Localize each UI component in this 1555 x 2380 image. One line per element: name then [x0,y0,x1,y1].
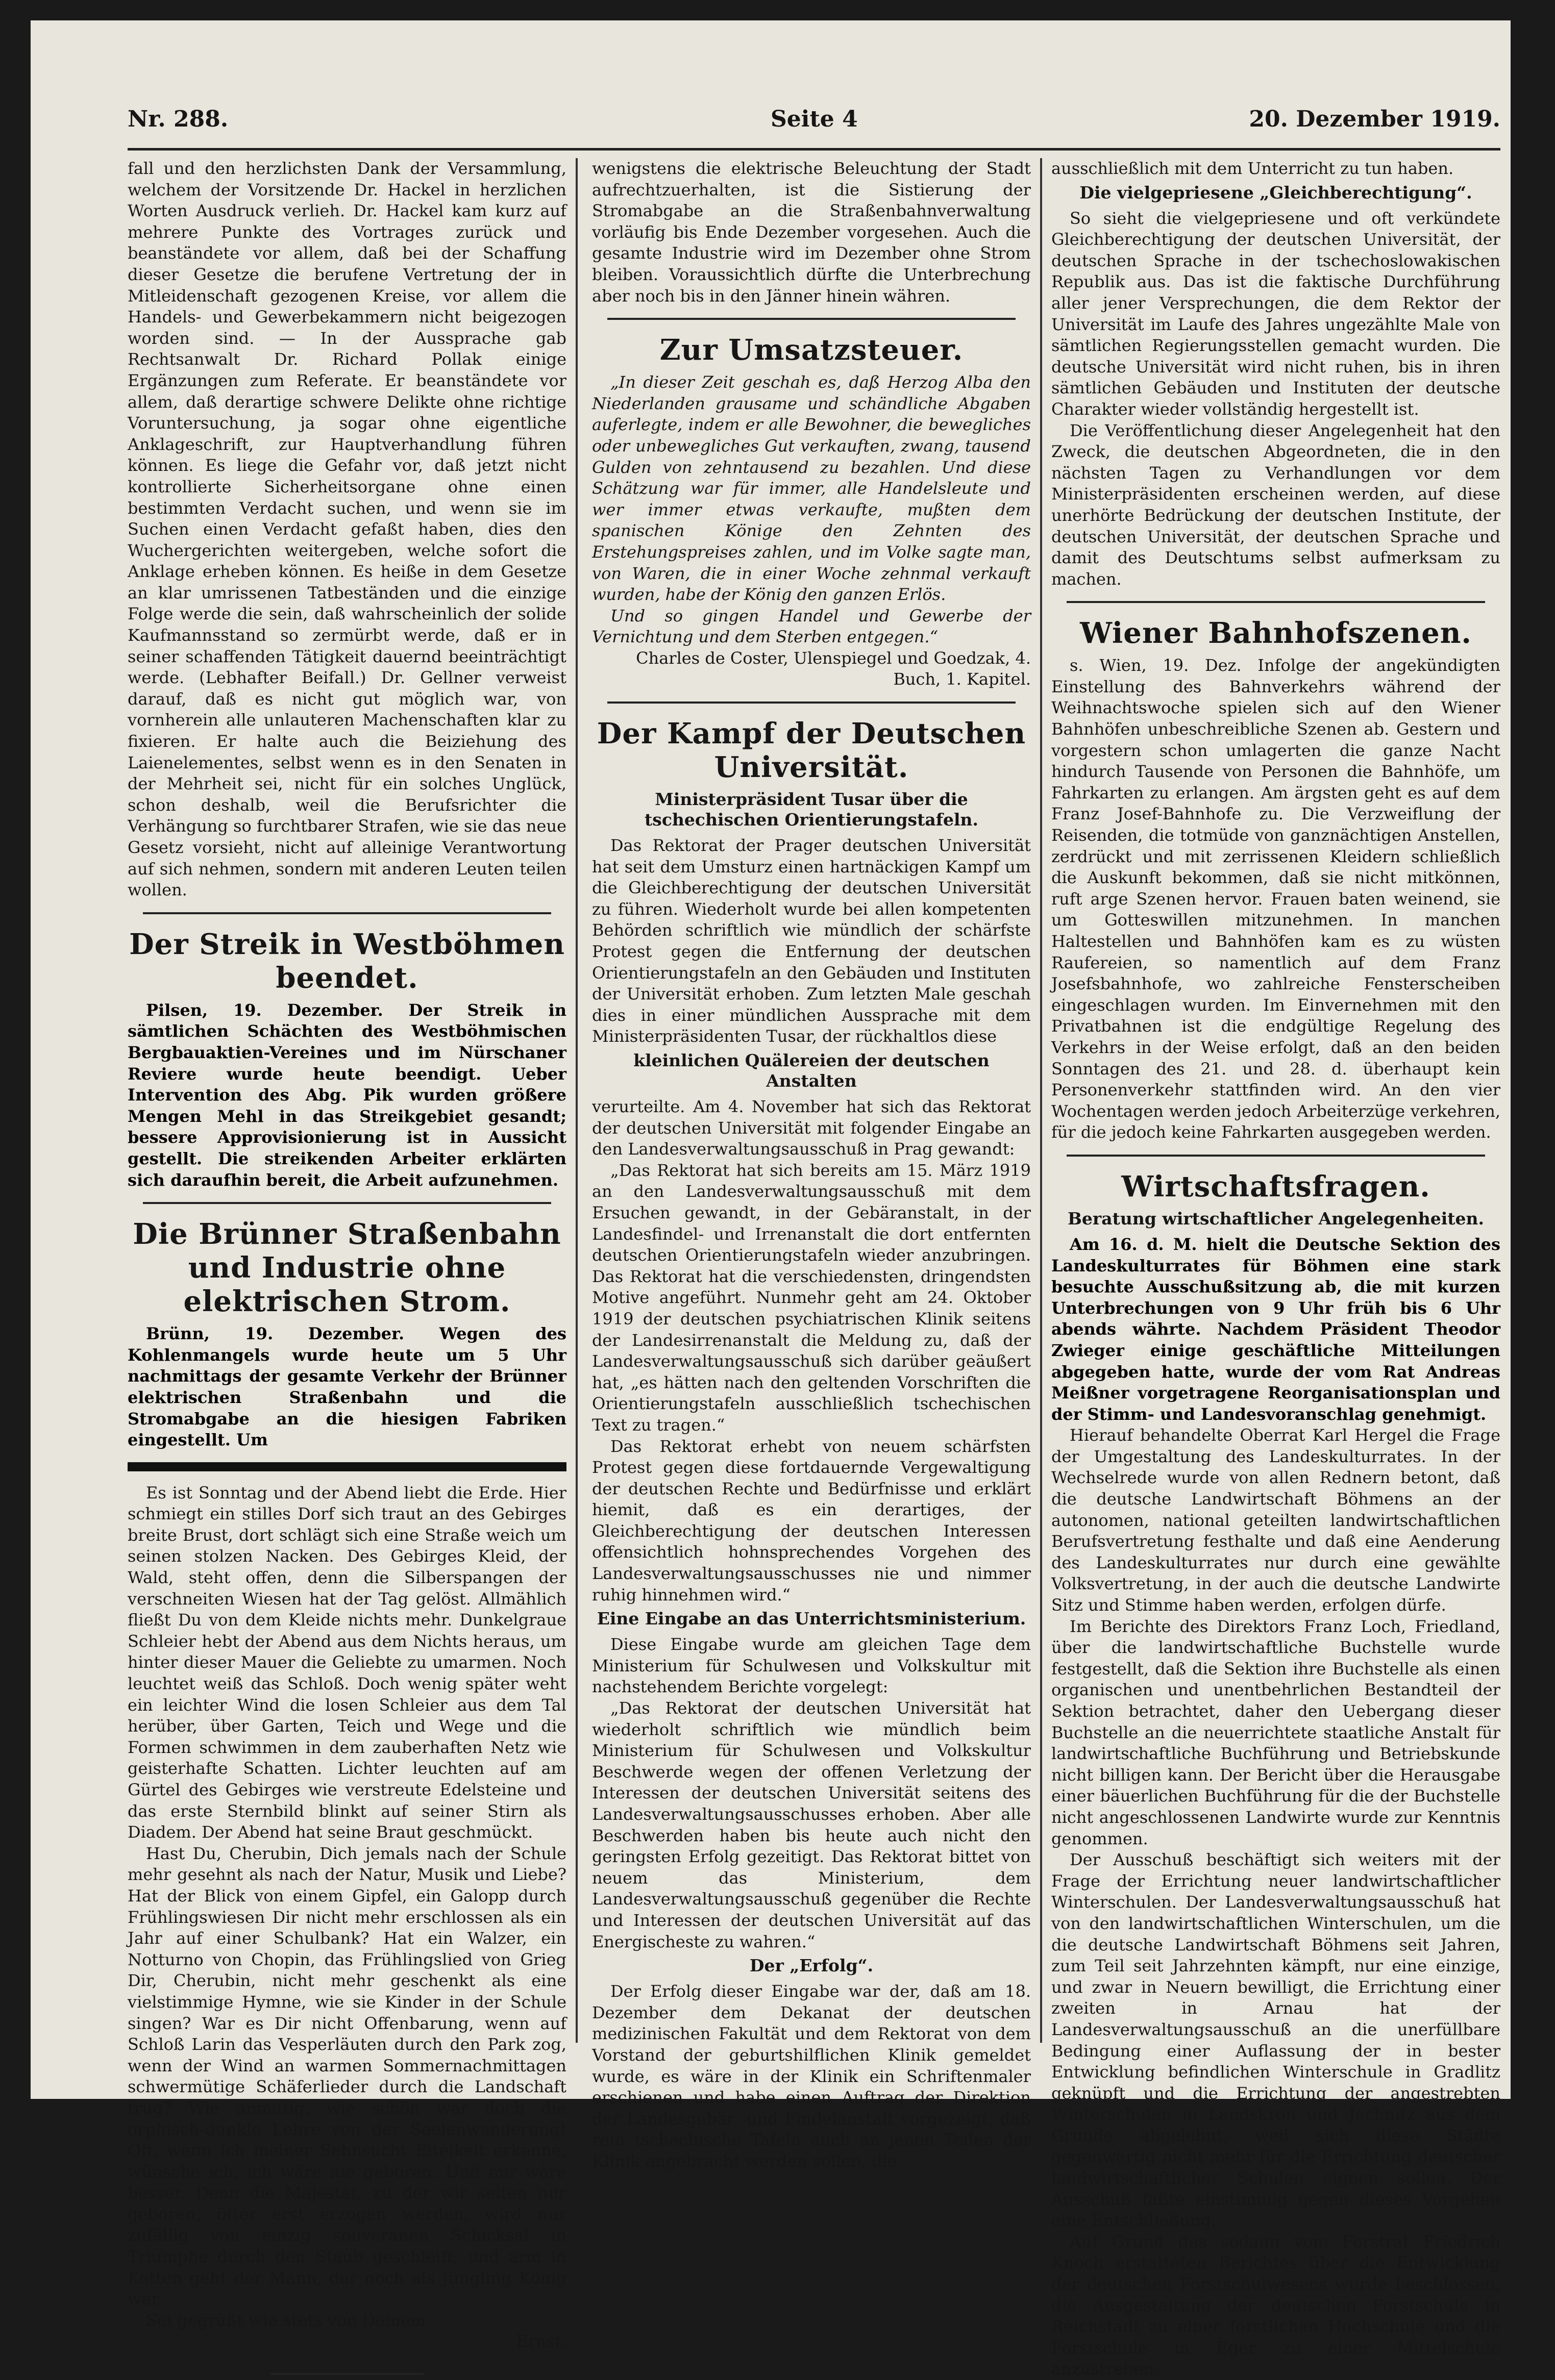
subheadline-university: Ministerpräsident Tusar über die tschechischen Orientierungstafeln. [645,789,978,830]
headline-economy: Wirtschaftsfragen. [1121,1169,1430,1204]
university-paragraph: Das Rektorat der Prager deutschen Universität hat seit dem Umsturz einen hartnäckigen Kampf um die Gleichberechtigung der deutschen Universität zu führen. Wiederholt wurde bei allen kompetenten Behörden schriftlich wie mündlich der schärfste Protest gegen die Entfernung der deutschen Orientierungstafeln an den Gebäuden und Instituten der Universität erhoben. Zum letzten Male geschah dies in einer mündlichen Aussprache mit dem Ministerpräsidenten Tusar, der rückhaltlos diese [592,836,1031,1046]
issue-date: 20. Dezember 1919. [1249,106,1500,132]
railway-article: s. Wien, 19. Dez. Infolge der angekündigten Einstellung des Bahnverkehrs während der Weihnachtswoche spielen sich auf den Wiener Bahnhöfen unbeschreibliche Szenen ab. Gestern und vorgestern schon umlagerten die ganze Nacht hindurch Tausende von Personen die Bahnhöfe, um Fahrkarten zu erlangen. Am ärgsten geht es auf dem Franz Josef-Bahnhofe zu. Die Verzweiflung der Reisenden, die totmüde von ganznächtigen Anstellen, zerdrückt und mit zerrissenen Kleidern schließlich die Auskunft bekommen, daß sie nicht mitkönnen, ruft arge Szenen hervor. Frauen baten weinend, sie um Gotteswillen mitzunehmen. In manchen Haltestellen und Bahnhöfen kam es zu wüsten Raufereien, so namentlich auf dem Franz Josefsbahnhofe, wo zahlreiche Fensterscheiben eingeschlagen wurden. Im Einvernehmen mit den Privatbahnen ist die endgültige Regelung des Verkehrs in der Weise erfolgt, daß an den beiden Sonntagen des 21. und 28. d. überhaupt kein Personenverkehr stattfinden wird. An den vier Wochentagen werden jedoch Arbeiterzüge verkehren, für die jedoch keine Fahrkarten ausgegeben werden. [1051,656,1500,1142]
university-paragraph: Diese Eingabe wurde am gleichen Tage dem Ministerium für Schulwesen und Volkskultur mit nachstehendem Berichte vorgelegt: [592,1635,1031,1697]
headline-tax: Zur Umsatzsteuer. [659,333,964,367]
divider [143,1202,551,1204]
subheadline: kleinlichen Quälereien der deutschen Anstalten [633,1050,990,1091]
university-paragraph: verurteilte. Am 4. November hat sich das Rektorat der deutschen Universität mit folgender Eingabe an den Landesverwaltungsausschuß in Prag gewandt: [592,1097,1031,1159]
article-continuation: fall und den herzlichsten Dank der Versammlung, welchem der Vorsitzende Dr. Hackel in herzlichen Worten Ausdruck verlieh. Dr. Hackel kam kurz auf mehrere Punkte des Vortrages zurück und beanständete vor allem, daß bei der Schaffung dieser Gesetze die berufene Vertretung der in Mitleidenschaft gezogenen Kreise, vor allem die Handels- und Gewerbekammern nicht beigezogen worden sind. — In der Aussprache gab Rechtsanwalt Dr. Richard Pollak einige Ergänzungen zum Referate. Er beanständete vor allem, daß derartige schwere Delikte ohne richtige Voruntersuchung, ja sogar ohne eigentliche Anklageschrift, zur Hauptverhandlung führen können. Es liege die Gefahr vor, daß jetzt nicht kontrollierte Sicherheitsorgane ohne einen bestimmten Verdacht suchen, und wenn sie im Suchen einen Verdacht gefaßt haben, dies den Wuchergerichten weitergeben, welche sofort die Anklage erheben können. Es heiße in dem Gesetze an klar umrissenen Tatbeständen und die einzige Folge werde die sein, daß wahrscheinlich der solide Kaufmannsstand so zermürbt werde, daß er in seiner schaffenden Tätigkeit dauernd beeinträchtigt werde. (Lebhafter Beifall.) Dr. Gellner verweist darauf, daß es nicht gut möglich war, von vornherein alle unlauteren Machenschaften klar zu fixieren. Er halte auch die Beiziehung des Laienelementes, selbst wenn es in den Senaten in der Mehrheit sei, nicht für ein solches Unglück, schon deshalb, weil die Berufsrichter die Verhängung so furchtbarer Strafen, wie sie das neue Gesetz vorsieht, nicht auf alleinige Verantwortung auf sich nehmen, sondern mit anderen Leuten teilen wollen. [128,159,566,900]
divider [1067,1155,1485,1157]
column-1 [128,158,566,2351]
subheadline: Der „Erfolg“. [749,1956,874,1976]
issue-number: Nr. 288. [128,106,229,132]
headline-strike: Der Streik in Westböhmen beendet. [129,927,565,995]
subheadline-economy: Beratung wirtschaftlicher Angelegenheiten. [1067,1208,1485,1229]
tax-quote: Und so gingen Handel und Gewerbe der Vernichtung und dem Sterben entgegen.“ [592,606,1031,647]
economy-paragraph: Auf Grund des sodann vom Forstrat Friedrich Knoch erstatteten Berichtes über die Entwicklung der deutschen Forstschulwesens wurde beschlossen, die Ausgestaltung der deutschen Forstschule in Reichstadt zu einer forstlichen Hochschule und die Forstschule in Eger zu einer Mittelschule anzustreben. [1051,2232,1500,2379]
university-quote: „Das Rektorat hat sich bereits am 15. März 1919 an den Landesverwaltungsausschuß mit dem Ersuchen gewandt, in der Gebäranstalt, in der Landesfindel- und Irrenanstalt die dort entfernten deutschen Orientierungstafeln wieder anzubringen. Das Rektorat hat die verschiedensten, dringendsten Motive angeführt. Nunmehr geht am 24. Oktober 1919 der deutschen psychiatrischen Klinik seitens der Landesirrenanstalt die Meldung zu, daß der Landesverwaltungsausschuß sich darüber geäußert hat, „es hätten nach den geltenden Vorschriften die Orientierungstafeln ausschließlich tschechischen Text zu tragen.“ [592,1160,1031,1435]
feuilleton-paragraph: Es ist Sonntag und der Abend liebt die Erde. Hier schmiegt ein stilles Dorf sich traut an des Gebirges breite Brust, dort schlägt sich eine Straße weich um seinen stolzen Nacken. Des Gebirges Kleid, der Wald, steht offen, denn die Silberspangen der verschneiten Wiesen hat der Tag gelöst. Allmählich fließt Du von dem Kleide nichts mehr. Dunkelgraue Schleier hebt der Abend aus dem Nichts heraus, um hinter dieser Mauer die Geliebte zu umarmen. Noch leuchtet weiß das Schloß. Doch wenig später weht ein leichter Wind die losen Schleier aus dem Tal herüber, über Garten, Teich und Wege und die Formen schwimmen in dem zauberhaften Netz wie geisterhafte Schatten. Lichter leuchten auf am Gürtel des Gebirges wie verstreute Edelsteine und das erste Sternbild blinkt auf seiner Stirn als Diadem. Der Abend hat seine Braut geschmückt. [128,1483,566,1842]
column-3 [1051,158,1500,2379]
column-rule [1040,158,1042,2043]
university-paragraph: So sieht die vielgepriesene und oft verkündete Gleichberechtigung der deutschen Universität, der deutschen Sprache in der tschechoslowakischen Republik aus. Das ist die faktische Durchführung aller jener Versprechungen, die dem Rektor der Universität im Laufe des Jahres ungezählte Male von sämtlichen Regierungsstellen gemacht wurden. Die deutsche Universität wird nicht ruhen, bis in ihren sämtlichen Gebäuden und Instituten der deutsche Charakter wieder vollständig hergestellt ist. [1051,208,1500,419]
article-continuation: ausschließlich mit dem Unterricht zu tun haben. [1051,159,1454,178]
tax-source: Charles de Coster, Ulenspiegel und Goedzak, 4. Buch, 1. Kapitel. [636,648,1031,689]
university-quote: „Das Rektorat der deutschen Universität hat wiederholt schriftlich wie mündlich beim Ministerium für Schulwesen und Volkskultur Beschwerde wegen der offenen Verletzung der Interessen der deutschen Universität seitens des Landesverwaltungsausschusses erhoben. Aber alle Beschwerden haben bis heute auch nicht den geringsten Erfolg gezeitigt. Das Rektorat bittet von neuem das Ministerium, dem Landesverwaltungsausschuß gegenüber die Rechte und Interessen der deutschen Universität auf das Energischeste zu wahren.“ [592,1698,1031,1951]
headline-tram: Die Brünner Straßenbahn und Industrie ohne elektrischen Strom. [133,1217,561,1319]
divider [607,318,1016,320]
divider [1067,601,1485,603]
column-2 [592,158,1031,2171]
page-header [128,97,1500,151]
column-rule [576,158,578,2043]
tram-article: Brünn, 19. Dezember. Wegen des Kohlenmangels wurde heute um 5 Uhr nachmittags der gesamte Verkehr der Brünner elektrischen Straßenbahn und die Stromabgabe an die hiesigen Fabriken eingestellt. Um [128,1324,566,1450]
feuilleton-paragraph: Hast Du, Cherubin, Dich jemals nach der Schule mehr gesehnt als nach der Natur, Musik und Liebe? Hat der Blick von einem Gipfel, ein Galopp durch Frühlingswiesen Dir nicht mehr erschlossen als ein Jahr auf einer Schulbank? Hat ein Walzer, ein Notturno von Chopin, das Frühlingslied von Grieg Dir, Cherubin, nicht mehr geschenkt als eine vielstimmige Hymne, wie sie Kinder in der Schule singen? War es Dir nicht Offenbarung, wenn auf Schloß Larin das Vesperläuten durch den Park zog, wenn der Wind an warmen Sommernachmittagen schwermütige Schäferlieder durch die Landschaft trug? Wie anmutig, wie schön war doch die orphisch-dunkle Lehre von der Seelenwanderung! Oft, wenn ich meiner Sehnsucht Eitelkeit erkenne, wünsche ich, ich wäre nie geboren. Und mir wäre besser. Denn die Majestät, zu der wir selten nur geboren, öfter erst erzogen werden, wird nur zufällig von einzig souveränen Schicksal in Triumphe durch den Staub geschleift, und arm in Ketten geht der Mann, der noch als Jüngling König war. [128,1843,566,2309]
divider [143,912,551,914]
divider [607,702,1016,704]
university-quote: Das Rektorat erhebt von neuem schärfsten Protest gegen diese fortdauernde Vergewaltigung der deutschen Rechte und Bedürfnisse und erklärt hiemit, daß es ein derartiges, der Gleichberechtigung der deutschen Interessen offensichtlich hohnsprechendes Vorgehen des Landesverwaltungsausschusses nie und nimmer ruhig hinnehmen wird.“ [592,1436,1031,1605]
feuilleton-divider [128,1462,566,1471]
headline-university: Der Kampf der Deutschen Universität. [597,717,1026,785]
feuilleton-greeting: Sei gegrüßt wie stets von Deinem [146,2310,426,2330]
tax-quote: „In dieser Zeit geschah es, daß Herzog Alba den Niederlanden grausame und schändliche Abgaben auferlegte, indem er alle Bewohner, die bewegliches oder unbewegliches Gut verkauften, zwang, tausend Gulden von zehntausend zu bezahlen. Und diese Schätzung war für immer, alle Handelsleute und wer immer etwas verkaufte, mußten dem spanischen Könige den Zehnten des Erstehungspreises zahlen, und im Volke sagte man, von Waren, die in einer Woche zehnmal verkauft wurden, habe der König den ganzen Erlös. [592,372,1031,605]
page-number: Seite 4 [771,106,858,132]
divider [270,2373,424,2375]
university-paragraph: Die Veröffentlichung dieser Angelegenheit hat den Zweck, die deutschen Abgeordneten, die in den nächsten Tagen zu Verhandlungen vor dem Ministerpräsidenten erscheinen werden, auf diese unerhörte Bedrückung der deutschen Institute, der deutschen Universität, der deutschen Sprache und damit des Deutschtums selbst aufmerksam zu machen. [1051,420,1500,589]
subheadline: Die vielgepriesene „Gleichberechtigung“. [1079,182,1472,203]
article-continuation: wenigstens die elektrische Beleuchtung der Stadt aufrechtzuerhalten, ist die Sistierung der Stromabgabe an die Straßenbahnverwaltung vorläufig bis Ende Dezember vorgesehen. Auch die gesamte Industrie wird im Dezember ohne Strom bleiben. Voraussichtlich dürfte die Unterbrechung aber noch bis in den Jänner hinein währen. [592,159,1031,306]
strike-article: Pilsen, 19. Dezember. Der Streik in sämtlichen Schächten des Westböhmischen Bergbauaktien-Vereines und im Nürschaner Reviere wurde heute beendigt. Ueber Intervention des Abg. Pik wurden größere Mengen Mehl in das Streikgebiet gesandt; bessere Approvisionierung ist in Aussicht gestellt. Die streikenden Arbeiter erklärten sich daraufhin bereit, die Arbeit aufzunehmen. [128,1000,566,1190]
economy-paragraph: Hierauf behandelte Oberrat Karl Hergel die Frage der Umgestaltung des Landeskulturrates. In der Wechselrede wurde von allen Rednern betont, daß die deutsche Landwirtschaft Böhmens an der autonomen, national geteilten landwirtschaftlichen Berufsvertretung festhalte und daß eine Aenderung des Landeskulturrates nur durch eine gewählte Volksvertretung, in der auch die deutsche Landwirte Sitz und Stimme haben werden, erfolgen dürfe. [1051,1425,1500,1615]
economy-paragraph: Am 16. d. M. hielt die Deutsche Sektion des Landeskulturrates für Böhmen eine stark besuchte Ausschußsitzung ab, die mit kurzen Unterbrechungen von 9 Uhr früh bis 6 Uhr abends währte. Nachdem Präsident Theodor Zwieger einige geschäftliche Mitteilungen abgegeben hatte, wurde der vom Rat Andreas Meißner vorgetragene Reorganisationsplan und der Stimm- und Landesvoranschlag genehmigt. [1051,1234,1500,1424]
university-paragraph: Der Erfolg dieser Eingabe war der, daß am 18. Dezember dem Dekanat der deutschen medizinischen Fakultät und dem Rektorat von dem Vorstand der geburtshilflichen Klinik gemeldet wurde, es wäre in der Klinik ein Schriftenmaler erschienen und habe einen Auftrag der Direktion der Landesgebär- und Findelanstalt vorgezeigt, daß rein tschechische Tafeln auch an jenen Teilen der Klinik angebracht werden sollen, die [592,1982,1031,2171]
economy-paragraph: Der Ausschuß beschäftigt sich weiters mit der Frage der Errichtung neuer landwirtschaftlicher Winterschulen. Der Landesverwaltungsausschuß hat von den landwirtschaftlichen Winterschulen, um die die deutsche Landwirtschaft Böhmens seit Jahren, zum Teil seit Jahrzehnten kämpft, nur eine einzige, und zwar in Neuern bewilligt, die Errichtung einer zweiten in Arnau hat der Landesverwaltungsausschuß an die unerfüllbare Bedingung einer Auflassung der in bester Entwicklung befindlichen Winterschule in Gradlitz geknüpft und die Errichtung der angestrebten Winterschulen in Landskron und Jechnitz aus dem Grunde abgelehnt, weil sich diese Städte gegenwärtig nicht mehr für die Errichtung deutscher landwirtschaftlicher Schulen eignen sollen. Der Ausschuß faßte einstimmig gegen dieses Vorgehen eine Entschließung. [1051,1850,1500,2231]
subheadline: Eine Eingabe an das Unterrichtsministerium. [597,1609,1026,1629]
headline-railway: Wiener Bahnhofszenen. [1080,616,1472,650]
feuilleton-signature: Ernst. [516,2332,566,2351]
newspaper-page [31,20,1511,2379]
economy-paragraph: Im Berichte des Direktors Franz Loch, Friedland, über die landwirtschaftliche Buchstelle wurde festgestellt, daß die Sektion ihre Buchstelle als einen organischen und unentbehrlichen Bestandteil der Sektion betrachtet, daher den Uebergang dieser Buchstelle an die neuerrichtete staatliche Anstalt für landwirtschaftliche Buchführung und Betriebskunde nicht billigen kann. Der Bericht über die Herausgabe einer bäuerlichen Buchführung für die der Buchstelle nicht angeschlossenen Landwirte wurde zur Kenntnis genommen. [1051,1616,1500,1848]
